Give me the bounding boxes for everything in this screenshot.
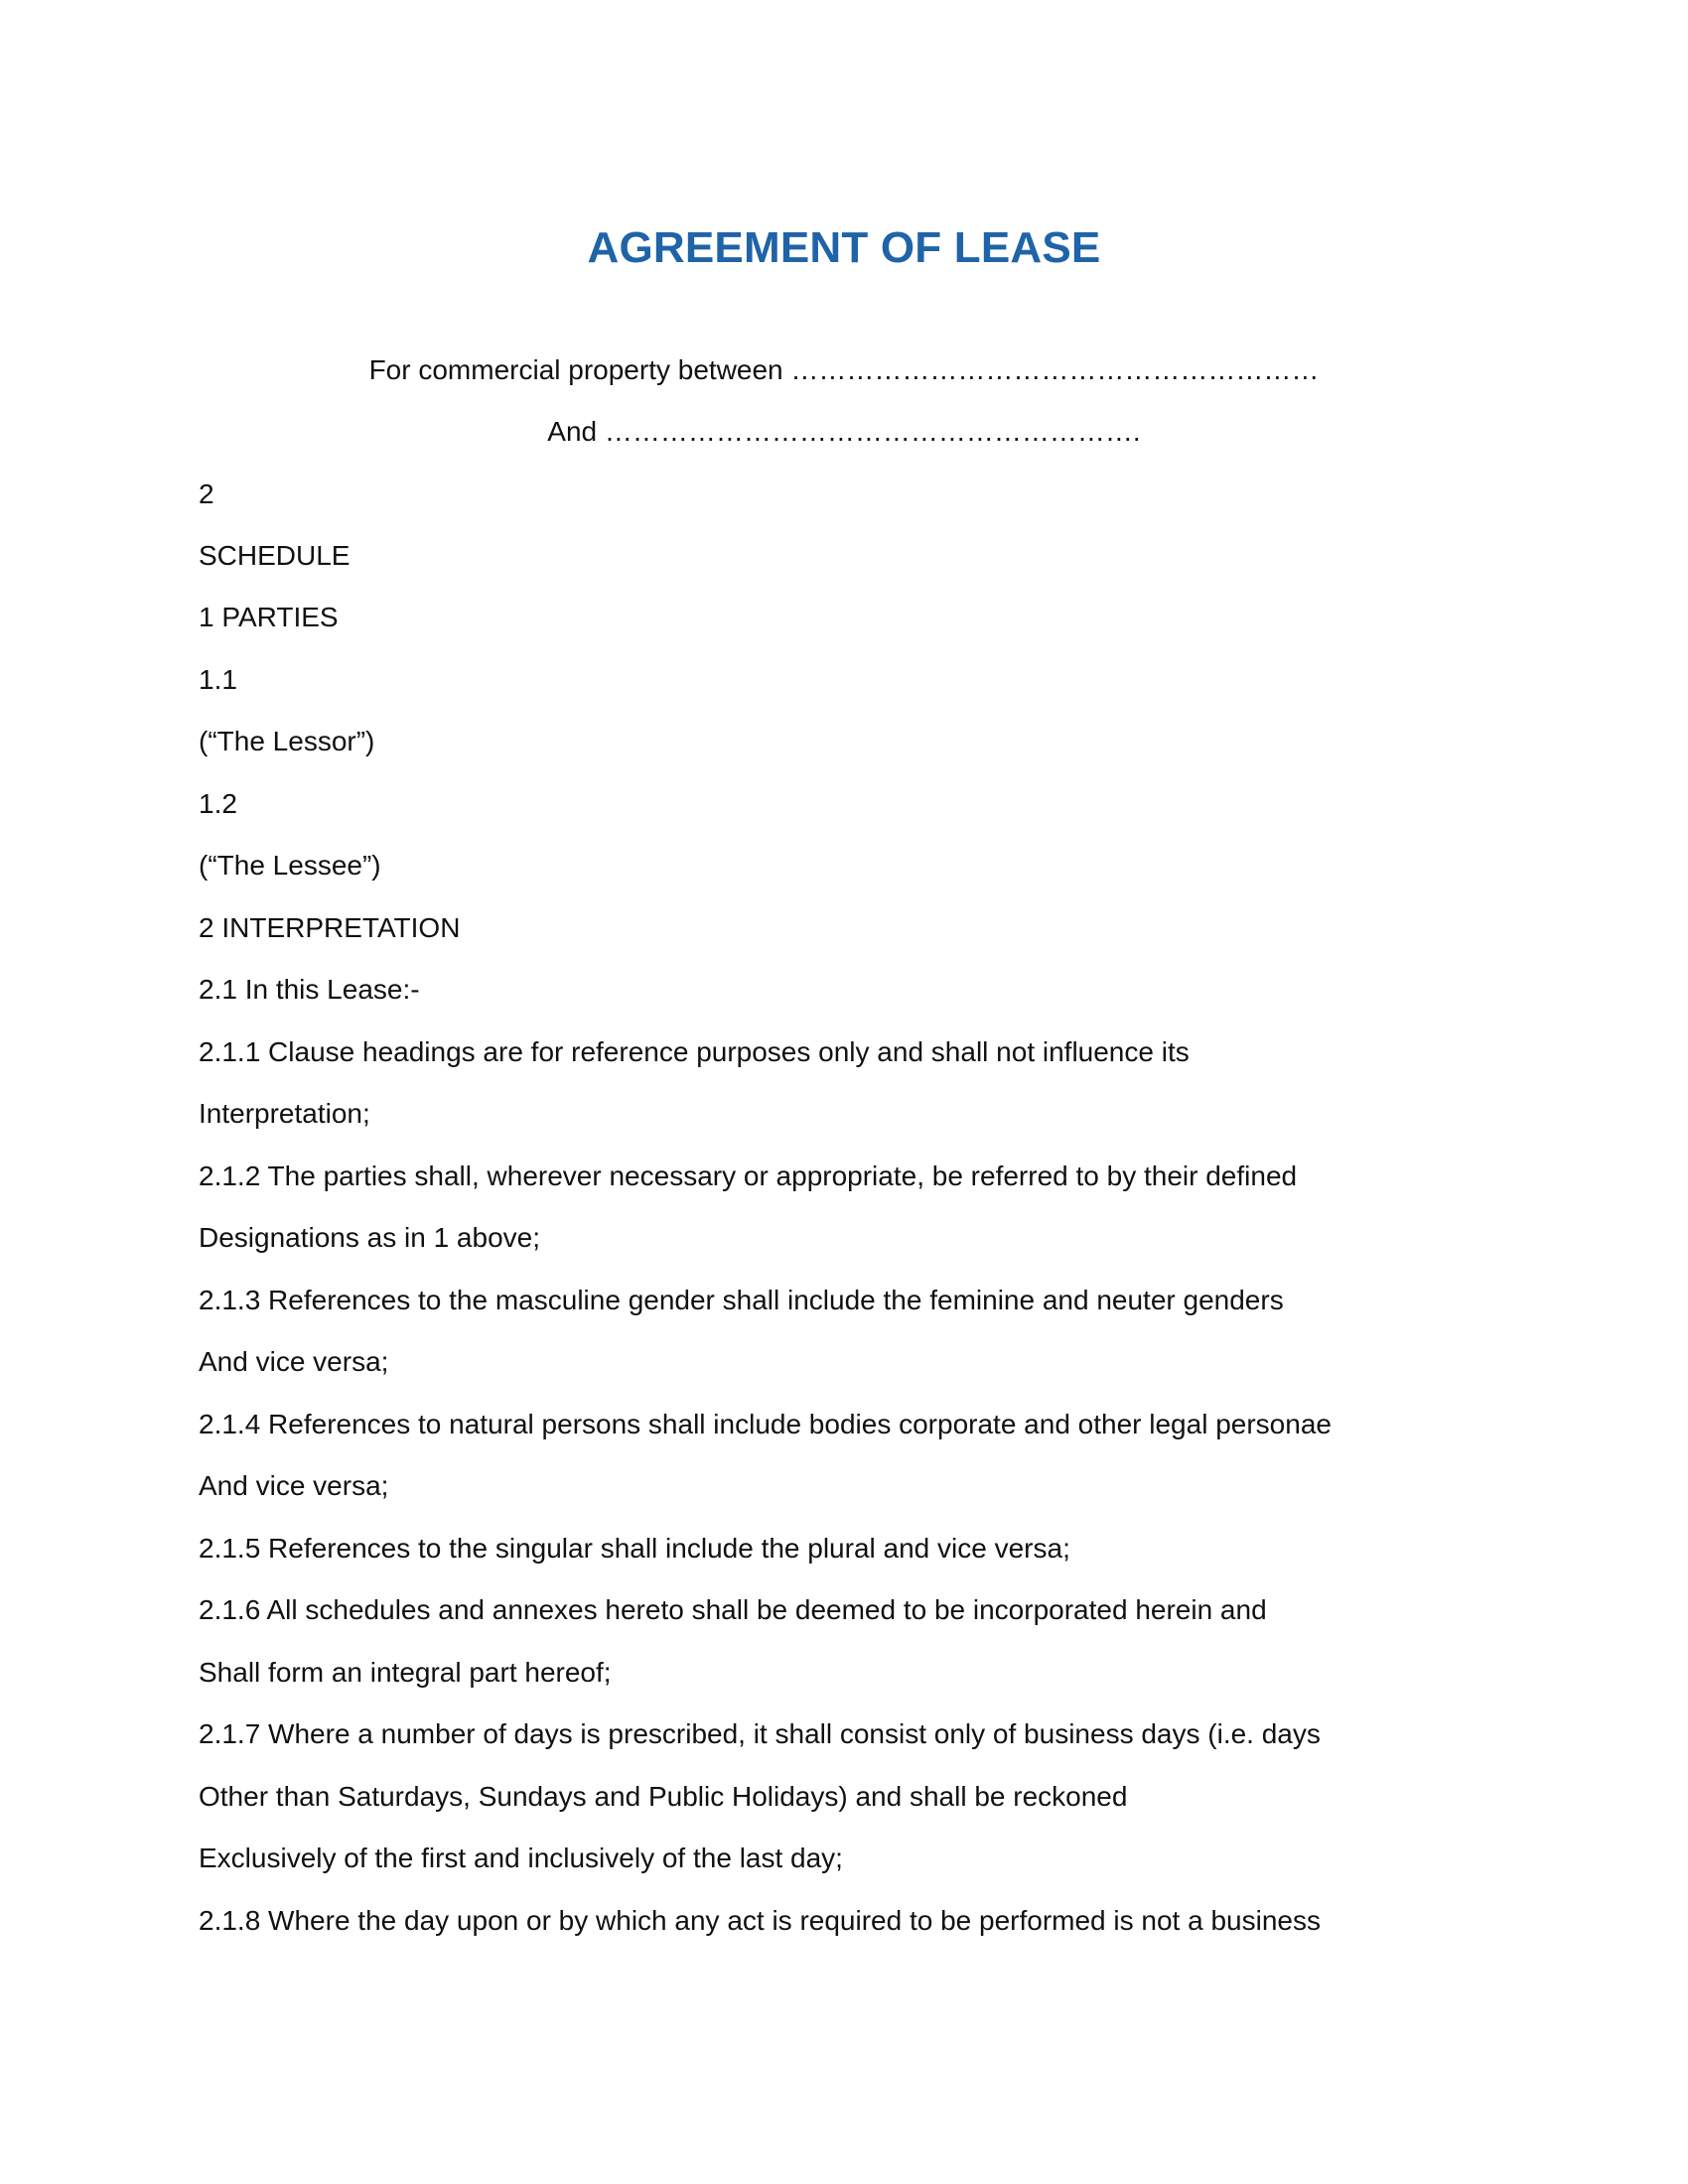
page-number-line: 2 [199,478,214,509]
clause-2-1-1-line2: Interpretation; [199,1098,370,1129]
subtitle-and-line: And …………………………………………………. [547,416,1141,447]
lessee-label: (“The Lessee”) [199,850,381,881]
clause-2-1-4-line1: 2.1.4 References to natural persons shall include bodies corporate and other legal personae [199,1409,1332,1439]
clause-2-1-4-line2: And vice versa; [199,1470,389,1501]
clause-2-1-7-line3: Exclusively of the first and inclusively of the last day; [199,1843,843,1873]
clause-2-1-1-line1: 2.1.1 Clause headings are for reference purposes only and shall not influence its [199,1036,1190,1067]
clause-number-1-1: 1.1 [199,664,237,695]
lessor-label: (“The Lessor”) [199,726,375,756]
clause-2-1-3-line2: And vice versa; [199,1346,389,1377]
clause-2-1-7-line2: Other than Saturdays, Sundays and Public Holidays) and shall be reckoned [199,1781,1128,1812]
clause-2-1-2-line1: 2.1.2 The parties shall, wherever necessary or appropriate, be referred to by their defined [199,1160,1298,1191]
clause-2-1-5: 2.1.5 References to the singular shall include the plural and vice versa; [199,1533,1070,1564]
subtitle-parties-line: For commercial property between ………………………………………………… [368,354,1320,385]
clause-2-1-7-line1: 2.1.7 Where a number of days is prescribed, it shall consist only of business days (i.e. days [199,1718,1321,1749]
clause-2-1-3-line1: 2.1.3 References to the masculine gender shall include the feminine and neuter genders [199,1285,1284,1315]
clause-2-1-6-line2: Shall form an integral part hereof; [199,1657,612,1688]
section-heading-schedule: SCHEDULE [199,540,351,571]
section-heading-interpretation: 2 INTERPRETATION [199,912,461,943]
document-title: AGREEMENT OF LEASE [587,223,1101,272]
clause-number-1-2: 1.2 [199,788,237,819]
clause-2-1: 2.1 In this Lease:- [199,974,420,1005]
clause-2-1-8-line1: 2.1.8 Where the day upon or by which any act is required to be performed is not a business [199,1905,1321,1936]
section-heading-parties: 1 PARTIES [199,602,339,632]
clause-2-1-2-line2: Designations as in 1 above; [199,1222,540,1253]
clause-2-1-6-line1: 2.1.6 All schedules and annexes hereto shall be deemed to be incorporated herein and [199,1594,1267,1625]
